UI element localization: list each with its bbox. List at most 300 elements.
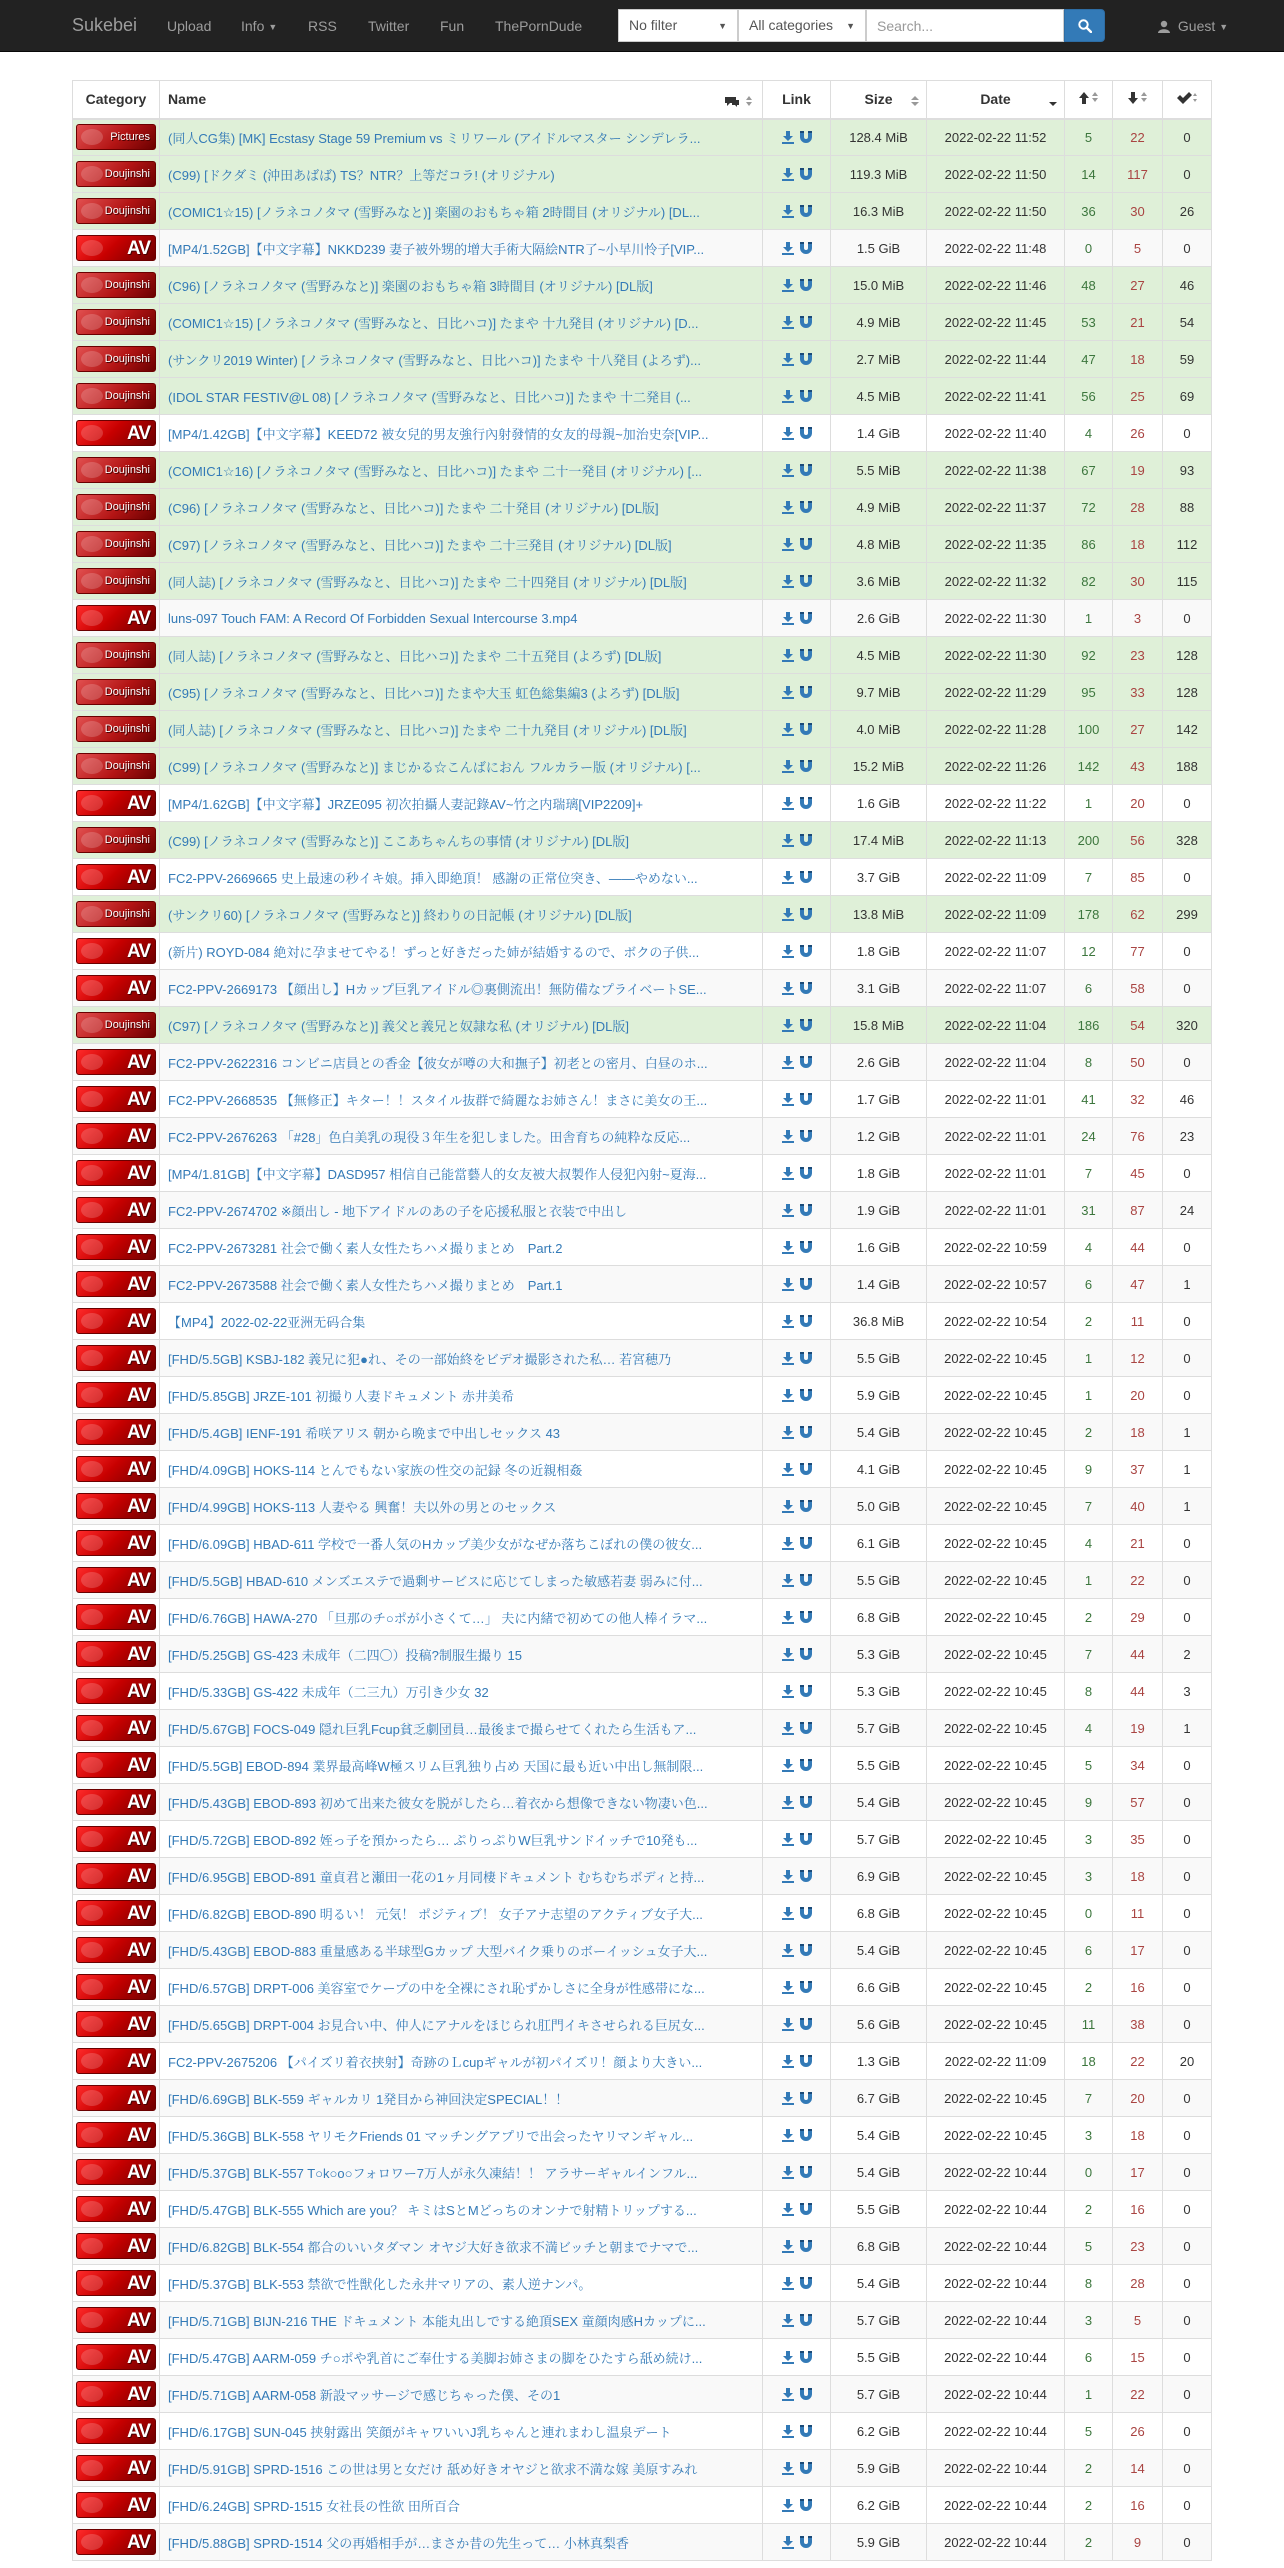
download-icon[interactable]: [781, 2536, 795, 2550]
header-seeders[interactable]: [1065, 81, 1113, 119]
torrent-name-link[interactable]: (同人誌) [ノラネコノタマ (雪野みなと、日比ハコ)] たまや 二十九発目 (オリジナル) [DL版]: [168, 722, 687, 738]
torrent-name-link[interactable]: [MP4/1.52GB]【中文字幕】NKKD239 妻子被外甥的增大手術大隔絵NTR了~小早川怜子[VIP...: [168, 241, 705, 257]
torrent-name-link[interactable]: (COMIC1☆15) [ノラネコノタマ (雪野みなと、日比ハコ)] たまや 十九発目 (オリジナル) [D...: [168, 315, 699, 331]
magnet-icon[interactable]: [799, 1796, 813, 1810]
magnet-icon[interactable]: [799, 538, 813, 552]
category-cell: [73, 2524, 160, 2561]
category-badge[interactable]: AV: [76, 2048, 156, 2074]
magnet-icon[interactable]: [799, 2277, 813, 2291]
nav-theporndude[interactable]: ThePornDude: [495, 18, 583, 34]
torrent-name-link[interactable]: [FHD/5.37GB] BLK-557 T○k○o○フォロワー7万人が永久凍結！！ アラサーギャルインフル...: [168, 2165, 698, 2181]
torrent-name-link[interactable]: [FHD/6.57GB] DRPT-006 美容室でケープの中を全裸にされ恥ずかしさに全身が性感帯にな...: [168, 1980, 705, 1996]
magnet-icon[interactable]: [799, 2092, 813, 2106]
magnet-icon[interactable]: [799, 686, 813, 700]
magnet-icon[interactable]: [799, 2166, 813, 2180]
magnet-icon[interactable]: [799, 2129, 813, 2143]
torrent-name-link[interactable]: [FHD/5.67GB] FOCS-049 隠れ巨乳Fcup貧乏劇団員…最後まで撮らせてくれたら生活もア...: [168, 1721, 697, 1737]
category-badge[interactable]: AV: [76, 1974, 156, 2000]
torrent-name-link[interactable]: (C97) [ノラネコノタマ (雪野みなと)] 義父と義兄と奴隷な私 (オリジナル) [DL版]: [168, 1018, 629, 1034]
torrent-name-link[interactable]: [MP4/1.81GB]【中文字幕】DASD957 相信自己能當藝人的女友被大叔製作人侵犯內射~夏海...: [168, 1166, 707, 1182]
torrent-name-link[interactable]: 【MP4】2022-02-22亚洲无码合集: [168, 1314, 366, 1330]
magnet-icon[interactable]: [799, 723, 813, 737]
torrent-name-link[interactable]: (C96) [ノラネコノタマ (雪野みなと、日比ハコ)] たまや 二十発目 (オリジナル) [DL版]: [168, 500, 659, 516]
download-icon[interactable]: [781, 1981, 795, 1995]
download-icon[interactable]: [781, 205, 795, 219]
magnet-icon[interactable]: [799, 501, 813, 515]
date-cell: 2022-02-22 10:57: [927, 1266, 1065, 1303]
filter-select[interactable]: [618, 9, 738, 42]
torrent-name-link[interactable]: [FHD/6.95GB] EBOD-891 童貞君と瀬田一花の1ヶ月同棲ドキュメント むちむちボディと持...: [168, 1869, 705, 1885]
category-badge[interactable]: AV: [76, 1826, 156, 1852]
magnet-icon[interactable]: [799, 1648, 813, 1662]
category-badge[interactable]: AV: [76, 1567, 156, 1593]
magnet-icon[interactable]: [799, 2536, 813, 2550]
date-cell: 2022-02-22 11:35: [927, 526, 1065, 563]
category-cell: [73, 674, 160, 711]
magnet-icon[interactable]: [799, 1537, 813, 1551]
torrent-name-link[interactable]: (C99) [ドクダミ (沖田あばば) TS？NTR？上等だコラ! (オリジナル): [168, 167, 555, 183]
link-cell: [763, 933, 831, 970]
header-name[interactable]: [160, 81, 763, 119]
table-row: [73, 526, 1212, 563]
category-badge[interactable]: AV: [76, 1345, 156, 1371]
download-icon[interactable]: [781, 1537, 795, 1551]
category-badge[interactable]: AV: [76, 1900, 156, 1926]
category-badge[interactable]: AV: [76, 2122, 156, 2148]
header-category[interactable]: Category: [73, 81, 160, 119]
torrent-name-link[interactable]: [FHD/6.82GB] BLK-554 都合のいいタダマン オヤジ大好き欲求不満ビッチと朝までナマで...: [168, 2239, 699, 2255]
torrent-name-link[interactable]: [FHD/6.24GB] SPRD-1515 女社長の性欲 田所百合: [168, 2498, 460, 2514]
category-badge[interactable]: AV: [76, 1937, 156, 1963]
download-icon[interactable]: [781, 723, 795, 737]
category-badge[interactable]: AV: [76, 1863, 156, 1889]
download-icon[interactable]: [781, 1315, 795, 1329]
magnet-icon[interactable]: [799, 945, 813, 959]
torrent-name-link[interactable]: [FHD/4.99GB] HOKS-113 人妻やる 興奮！夫以外の男とのセックス: [168, 1499, 557, 1515]
brand-logo[interactable]: Sukebei: [72, 15, 138, 35]
download-icon[interactable]: [781, 1611, 795, 1625]
category-badge[interactable]: AV: [76, 938, 156, 964]
download-icon[interactable]: [781, 1722, 795, 1736]
magnet-icon[interactable]: [799, 1278, 813, 1292]
size-cell: 5.5 GiB: [831, 2191, 927, 2228]
magnet-icon[interactable]: [799, 1315, 813, 1329]
torrent-name-link[interactable]: FC2-PPV-2669173 【顔出し】Hカップ巨乳アイドル◎裏側流出！無防備なプライベートSE...: [168, 981, 707, 997]
download-icon[interactable]: [781, 2240, 795, 2254]
download-icon[interactable]: [781, 1278, 795, 1292]
torrent-name-link[interactable]: [MP4/1.62GB]【中文字幕】JRZE095 初次拍攝人妻記錄AV~竹之内瑞璃[VIP2209]+: [168, 796, 644, 812]
download-icon[interactable]: [781, 1685, 795, 1699]
category-badge[interactable]: Doujinshi: [76, 642, 156, 668]
nav-fun[interactable]: Fun: [440, 18, 465, 34]
magnet-icon[interactable]: [799, 1870, 813, 1884]
magnet-icon[interactable]: [799, 2462, 813, 2476]
torrent-name-link[interactable]: [FHD/5.25GB] GS-423 未成年（二四〇）投稿?制服生撮り 15: [168, 1647, 522, 1663]
magnet-icon[interactable]: [799, 353, 813, 367]
torrent-name-link[interactable]: [MP4/1.42GB]【中文字幕】KEED72 被女兒的男友強行內射發情的女友的母親~加治史奈[VIP...: [168, 426, 709, 442]
magnet-icon[interactable]: [799, 797, 813, 811]
magnet-icon[interactable]: [799, 1019, 813, 1033]
magnet-icon[interactable]: [799, 1093, 813, 1107]
category-badge[interactable]: AV: [76, 1197, 156, 1223]
category-badge[interactable]: Doujinshi: [76, 346, 156, 372]
magnet-icon[interactable]: [799, 2203, 813, 2217]
torrent-name-link[interactable]: [FHD/6.69GB] BLK-559 ギャルカリ 1発目から神回決定SPECIAL！！: [168, 2091, 569, 2107]
download-icon[interactable]: [781, 1093, 795, 1107]
torrent-name-link[interactable]: FC2-PPV-2675206 【パイズリ着衣挟射】奇跡のＬcupギャルが初パイズリ！顔より大きい...: [168, 2054, 703, 2070]
download-icon[interactable]: [781, 871, 795, 885]
torrent-name-link[interactable]: [FHD/5.47GB] AARM-059 チ○ポや乳首にご奉仕する美脚お姉さまの脚をひたすら舐め続け...: [168, 2350, 703, 2366]
torrent-name-link[interactable]: (COMIC1☆16) [ノラネコノタマ (雪野みなと、日比ハコ)] たまや 二十一発目 (オリジナル) [...: [168, 463, 703, 479]
category-badge[interactable]: Doujinshi: [76, 531, 156, 557]
category-badge[interactable]: Doujinshi: [76, 679, 156, 705]
magnet-icon[interactable]: [799, 1389, 813, 1403]
magnet-icon[interactable]: [799, 242, 813, 256]
download-icon[interactable]: [781, 2314, 795, 2328]
torrent-name-link[interactable]: (C99) [ノラネコノタマ (雪野みなと)] ここあちゃんちの事情 (オリジナル) [DL版]: [168, 833, 629, 849]
category-badge[interactable]: AV: [76, 1530, 156, 1556]
torrent-name-link[interactable]: [FHD/4.09GB] HOKS-114 とんでもない家族の性交の記録 冬の近親相姦: [168, 1462, 583, 1478]
category-badge[interactable]: AV: [76, 1641, 156, 1667]
category-badge[interactable]: AV: [76, 1715, 156, 1741]
torrent-name-link[interactable]: [FHD/6.82GB] EBOD-890 明るい！ 元気！ ポジティブ！ 女子アナ志望のアクティブ女子大...: [168, 1906, 703, 1922]
search-input[interactable]: [866, 9, 1064, 42]
category-badge[interactable]: AV: [76, 2233, 156, 2259]
magnet-icon[interactable]: [799, 1722, 813, 1736]
category-badge[interactable]: Doujinshi: [76, 901, 156, 927]
download-icon[interactable]: [781, 1389, 795, 1403]
category-badge[interactable]: AV: [76, 2492, 156, 2518]
category-badge[interactable]: Doujinshi: [76, 568, 156, 594]
category-badge[interactable]: AV: [76, 2011, 156, 2037]
download-icon[interactable]: [781, 575, 795, 589]
category-select[interactable]: [738, 9, 866, 42]
header-size[interactable]: [831, 81, 927, 119]
torrent-name-link[interactable]: [FHD/5.37GB] BLK-553 禁欲で性獣化した永井マリアの、素人逆ナンパ。: [168, 2276, 592, 2292]
torrent-name-link[interactable]: [FHD/5.88GB] SPRD-1514 父の再婚相手が…まさか昔の先生って… 小林真梨香: [168, 2535, 629, 2551]
torrent-name-link[interactable]: [FHD/5.47GB] BLK-555 Which are you？ キミはSとMどっちのオンナで射精トリップする...: [168, 2202, 697, 2218]
torrent-name-link[interactable]: (同人誌) [ノラネコノタマ (雪野みなと、日比ハコ)] たまや 二十四発目 (オリジナル) [DL版]: [168, 574, 687, 590]
category-badge[interactable]: Doujinshi: [76, 457, 156, 483]
download-icon[interactable]: [781, 2092, 795, 2106]
category-badge[interactable]: Doujinshi: [76, 272, 156, 298]
category-badge[interactable]: AV: [76, 1456, 156, 1482]
category-badge[interactable]: AV: [76, 1049, 156, 1075]
category-badge[interactable]: AV: [76, 2307, 156, 2333]
torrent-name-link[interactable]: [FHD/6.09GB] HBAD-611 学校で一番人気のHカップ美少女がなぜか落ちこぼれの僕の彼女...: [168, 1536, 703, 1552]
search-button[interactable]: [1064, 9, 1105, 42]
category-badge[interactable]: AV: [76, 1789, 156, 1815]
torrent-name-link[interactable]: [FHD/5.71GB] AARM-058 新設マッサージで感じちゃった僕、その1: [168, 2387, 561, 2403]
category-badge[interactable]: AV: [76, 1234, 156, 1260]
download-icon[interactable]: [781, 168, 795, 182]
download-icon[interactable]: [781, 1019, 795, 1033]
magnet-icon[interactable]: [799, 1241, 813, 1255]
download-icon[interactable]: [781, 834, 795, 848]
torrent-name-link[interactable]: (サンクリ2019 Winter) [ノラネコノタマ (雪野みなと、日比ハコ)] たまや 十八発目 (よろず)...: [168, 352, 701, 368]
torrent-name-link[interactable]: [FHD/5.65GB] DRPT-004 お見合い中、仲人にアナルをほじられ肛門イキさせられる巨尻女...: [168, 2017, 705, 2033]
magnet-icon[interactable]: [799, 1981, 813, 1995]
download-icon[interactable]: [781, 1056, 795, 1070]
download-icon[interactable]: [781, 2462, 795, 2476]
table-row: [73, 1747, 1212, 1784]
download-icon[interactable]: [781, 2351, 795, 2365]
category-badge[interactable]: AV: [76, 1382, 156, 1408]
download-icon[interactable]: [781, 1796, 795, 1810]
download-icon[interactable]: [781, 501, 795, 515]
download-icon[interactable]: [781, 2129, 795, 2143]
magnet-icon[interactable]: [799, 1167, 813, 1181]
torrent-name-link[interactable]: (C99) [ノラネコノタマ (雪野みなと)] まじかる☆こんばにおん フルカラー版 (オリジナル) [...: [168, 759, 701, 775]
download-icon[interactable]: [781, 1907, 795, 1921]
torrent-name-link[interactable]: [FHD/6.76GB] HAWA-270 「旦那のチ○ポが小さくて…」 夫に内緒で初めての他人棒イラマ...: [168, 1610, 708, 1626]
magnet-icon[interactable]: [799, 1759, 813, 1773]
download-icon[interactable]: [781, 1870, 795, 1884]
torrent-name-link[interactable]: [FHD/5.5GB] HBAD-610 メンズエステで過剰サービスに応じてしまった敏感若妻 弱みに付...: [168, 1573, 703, 1589]
download-icon[interactable]: [781, 2425, 795, 2439]
nav-rss[interactable]: RSS: [308, 18, 337, 34]
category-badge[interactable]: Doujinshi: [76, 753, 156, 779]
magnet-icon[interactable]: [799, 390, 813, 404]
category-badge[interactable]: AV: [76, 2159, 156, 2185]
download-icon[interactable]: [781, 427, 795, 441]
category-badge[interactable]: AV: [76, 235, 156, 261]
category-badge[interactable]: AV: [76, 2381, 156, 2407]
magnet-icon[interactable]: [799, 2055, 813, 2069]
magnet-icon[interactable]: [799, 834, 813, 848]
category-badge[interactable]: Pictures: [76, 124, 156, 150]
category-badge[interactable]: AV: [76, 1752, 156, 1778]
torrent-name-link[interactable]: (新片) ROYD-084 絶対に孕ませてやる！ずっと好きだった姉が結婚するので、ボクの子供...: [168, 944, 700, 960]
magnet-icon[interactable]: [799, 131, 813, 145]
link-cell: [763, 1784, 831, 1821]
torrent-name-link[interactable]: FC2-PPV-2669665 史上最速の秒イキ娘。挿入即絶頂！ 感謝の正常位突き、——やめない...: [168, 870, 698, 886]
download-icon[interactable]: [781, 2499, 795, 2513]
torrent-name-link[interactable]: (同人誌) [ノラネコノタマ (雪野みなと、日比ハコ)] たまや 二十五発目 (よろず) [DL版]: [168, 648, 662, 664]
nav-upload[interactable]: Upload: [167, 18, 212, 34]
magnet-icon[interactable]: [799, 612, 813, 626]
header-leechers[interactable]: [1113, 81, 1163, 119]
magnet-icon[interactable]: [799, 1944, 813, 1958]
category-badge[interactable]: AV: [76, 420, 156, 446]
download-icon[interactable]: [781, 2277, 795, 2291]
download-icon[interactable]: [781, 945, 795, 959]
magnet-icon[interactable]: [799, 279, 813, 293]
magnet-icon[interactable]: [799, 1500, 813, 1514]
magnet-icon[interactable]: [799, 1685, 813, 1699]
download-icon[interactable]: [781, 1500, 795, 1514]
completed-cell: 0: [1163, 933, 1212, 970]
download-icon[interactable]: [781, 464, 795, 478]
torrent-name-link[interactable]: (C96) [ノラネコノタマ (雪野みなと)] 楽園のおもちゃ箱 3時間目 (オリジナル) [DL版]: [168, 278, 653, 294]
download-icon[interactable]: [781, 1833, 795, 1847]
name-cell: [160, 1192, 763, 1229]
download-icon[interactable]: [781, 316, 795, 330]
size-cell: 5.7 GiB: [831, 2376, 927, 2413]
category-badge[interactable]: AV: [76, 1086, 156, 1112]
magnet-icon[interactable]: [799, 2018, 813, 2032]
leechers-cell: 45: [1113, 1155, 1163, 1192]
torrent-name-link[interactable]: [FHD/5.36GB] BLK-558 ヤリモクFriends 01 マッチングアプリで出会ったヤリマンギャル...: [168, 2128, 694, 2144]
magnet-icon[interactable]: [799, 316, 813, 330]
name-cell: [160, 119, 763, 156]
magnet-icon[interactable]: [799, 575, 813, 589]
download-icon[interactable]: [781, 1241, 795, 1255]
magnet-icon[interactable]: [799, 1574, 813, 1588]
download-icon[interactable]: [781, 279, 795, 293]
category-badge[interactable]: Doujinshi: [76, 1012, 156, 1038]
torrent-name-link[interactable]: (同人CG集) [MK] Ecstasy Stage 59 Premium vs ミリワール (アイドルマスター シンデレラ...: [168, 130, 701, 146]
download-icon[interactable]: [781, 2018, 795, 2032]
magnet-icon[interactable]: [799, 2240, 813, 2254]
table-row: [73, 1821, 1212, 1858]
torrent-name-link[interactable]: [FHD/5.43GB] EBOD-883 重量感ある半球型Gカップ 大型バイク乗りのボーイッシュ女子大...: [168, 1943, 708, 1959]
torrent-name-link[interactable]: [FHD/5.4GB] IENF-191 希咲アリス 朝から晩まで中出しセックス 43: [168, 1425, 561, 1441]
torrent-name-link[interactable]: [FHD/5.43GB] EBOD-893 初めて出来た彼女を脱がしたら…着衣から想像できない物凄い色...: [168, 1795, 708, 1811]
torrent-name-link[interactable]: FC2-PPV-2673588 社会で働く素人女性たちハメ撮りまとめ Part.1: [168, 1277, 563, 1293]
download-icon[interactable]: [781, 908, 795, 922]
magnet-icon[interactable]: [799, 1130, 813, 1144]
magnet-icon[interactable]: [799, 1463, 813, 1477]
category-badge[interactable]: Doujinshi: [76, 198, 156, 224]
download-icon[interactable]: [781, 686, 795, 700]
download-icon[interactable]: [781, 1574, 795, 1588]
torrent-name-link[interactable]: (サンクリ60) [ノラネコノタマ (雪野みなと)] 終わりの日記帳 (オリジナル) [DL版]: [168, 907, 632, 923]
magnet-icon[interactable]: [799, 2388, 813, 2402]
torrent-name-link[interactable]: (C95) [ノラネコノタマ (雪野みなと、日比ハコ)] たまや大玉 虹色総集編3 (よろず) [DL版]: [168, 685, 680, 701]
magnet-icon[interactable]: [799, 2499, 813, 2513]
nav-info[interactable]: [241, 18, 277, 34]
category-badge[interactable]: AV: [76, 1419, 156, 1445]
download-icon[interactable]: [781, 2388, 795, 2402]
download-icon[interactable]: [781, 649, 795, 663]
category-badge[interactable]: AV: [76, 1678, 156, 1704]
category-badge[interactable]: AV: [76, 790, 156, 816]
category-badge[interactable]: AV: [76, 1160, 156, 1186]
magnet-icon[interactable]: [799, 649, 813, 663]
torrent-name-link[interactable]: [FHD/5.72GB] EBOD-892 姪っ子を預かったら… ぷりっぷりW巨乳サンドイッチで10発も...: [168, 1832, 698, 1848]
magnet-icon[interactable]: [799, 2314, 813, 2328]
category-badge[interactable]: Doujinshi: [76, 827, 156, 853]
download-icon[interactable]: [781, 390, 795, 404]
magnet-icon[interactable]: [799, 205, 813, 219]
download-icon[interactable]: [781, 1944, 795, 1958]
download-icon[interactable]: [781, 1167, 795, 1181]
magnet-icon[interactable]: [799, 464, 813, 478]
magnet-icon[interactable]: [799, 1611, 813, 1625]
magnet-icon[interactable]: [799, 1352, 813, 1366]
category-badge[interactable]: Doujinshi: [76, 309, 156, 335]
header-completed[interactable]: [1163, 81, 1212, 119]
header-date[interactable]: [927, 81, 1065, 119]
download-icon[interactable]: [781, 797, 795, 811]
torrent-name-link[interactable]: [FHD/5.85GB] JRZE-101 初撮り人妻ドキュメント 赤井美希: [168, 1388, 514, 1404]
download-icon[interactable]: [781, 538, 795, 552]
category-badge[interactable]: AV: [76, 605, 156, 631]
category-badge[interactable]: AV: [76, 2085, 156, 2111]
magnet-icon[interactable]: [799, 908, 813, 922]
magnet-icon[interactable]: [799, 1833, 813, 1847]
download-icon[interactable]: [781, 1352, 795, 1366]
date-cell: 2022-02-22 11:41: [927, 378, 1065, 415]
user-menu[interactable]: [1158, 18, 1228, 34]
category-badge[interactable]: AV: [76, 1271, 156, 1297]
torrent-name-link[interactable]: FC2-PPV-2676263 「#28」色白美乳の現役３年生を犯しました。田舎育ちの純粋な反応...: [168, 1129, 691, 1145]
category-badge[interactable]: Doujinshi: [76, 716, 156, 742]
category-badge[interactable]: AV: [76, 2529, 156, 2555]
magnet-icon[interactable]: [799, 427, 813, 441]
torrent-name-link[interactable]: [FHD/5.5GB] KSBJ-182 義兄に犯●れ、その一部始終をビデオ撮影された私… 若宮穂乃: [168, 1351, 672, 1367]
date-cell: 2022-02-22 10:45: [927, 1377, 1065, 1414]
category-badge[interactable]: Doujinshi: [76, 161, 156, 187]
magnet-icon[interactable]: [799, 871, 813, 885]
torrent-name-link[interactable]: FC2-PPV-2622316 コンビニ店員との香金【彼女が噂の大和撫子】初老との密月、白昼のホ...: [168, 1055, 708, 1071]
category-badge[interactable]: AV: [76, 2344, 156, 2370]
download-icon[interactable]: [781, 242, 795, 256]
download-icon[interactable]: [781, 2203, 795, 2217]
category-badge[interactable]: AV: [76, 1604, 156, 1630]
category-badge[interactable]: Doujinshi: [76, 494, 156, 520]
download-icon[interactable]: [781, 353, 795, 367]
download-icon[interactable]: [781, 982, 795, 996]
torrent-name-link[interactable]: (COMIC1☆15) [ノラネコノタマ (雪野みなと)] 楽園のおもちゃ箱 2時間目 (オリジナル) [DL...: [168, 204, 700, 220]
download-icon[interactable]: [781, 1426, 795, 1440]
category-badge[interactable]: AV: [76, 864, 156, 890]
category-badge[interactable]: Doujinshi: [76, 383, 156, 409]
category-badge[interactable]: AV: [76, 1493, 156, 1519]
category-badge[interactable]: AV: [76, 2455, 156, 2481]
torrent-name-link[interactable]: FC2-PPV-2673281 社会で働く素人女性たちハメ撮りまとめ Part.2: [168, 1240, 563, 1256]
torrent-name-link[interactable]: [FHD/5.91GB] SPRD-1516 この世は男と女だけ 舐め好きオヤジと欲求不満な嫁 美原すみれ: [168, 2461, 698, 2477]
torrent-name-link[interactable]: [FHD/5.71GB] BIJN-216 THE ドキュメント 本能丸出しでする絶頂SEX 童顔肉感Hカップに...: [168, 2313, 706, 2329]
torrent-name-link[interactable]: [FHD/5.5GB] EBOD-894 業界最高峰W極スリム巨乳独り占め 天国に最も近い中出し無制限...: [168, 1758, 704, 1774]
magnet-icon[interactable]: [799, 982, 813, 996]
torrent-name-link[interactable]: [FHD/5.33GB] GS-422 未成年（二三九）万引き少女 32: [168, 1684, 489, 1700]
torrent-name-link[interactable]: luns-097 Touch FAM: A Record Of Forbidden Sexual Intercourse 3.mp4: [168, 610, 578, 626]
category-badge[interactable]: AV: [76, 1123, 156, 1149]
category-badge[interactable]: AV: [76, 2196, 156, 2222]
torrent-name-link[interactable]: [FHD/6.17GB] SUN-045 挟射露出 笑顔がキャワいいJ乳ちゃんと連れまわし温泉デート: [168, 2424, 672, 2440]
download-icon[interactable]: [781, 760, 795, 774]
download-icon[interactable]: [781, 612, 795, 626]
magnet-icon[interactable]: [799, 168, 813, 182]
nav-twitter[interactable]: Twitter: [368, 18, 410, 34]
download-icon[interactable]: [781, 1204, 795, 1218]
category-badge[interactable]: AV: [76, 975, 156, 1001]
magnet-icon[interactable]: [799, 1426, 813, 1440]
torrent-name-link[interactable]: (IDOL STAR FESTIV@L 08) [ノラネコノタマ (雪野みなと、日比ハコ)] たまや 十二発目 (...: [168, 389, 691, 405]
category-badge[interactable]: AV: [76, 2418, 156, 2444]
category-badge[interactable]: AV: [76, 2270, 156, 2296]
category-badge[interactable]: AV: [76, 1308, 156, 1334]
torrent-name-link[interactable]: FC2-PPV-2674702 ※顔出し - 地下アイドルのあの子を応援私服と衣装で中出し: [168, 1203, 628, 1219]
download-icon[interactable]: [781, 1648, 795, 1662]
magnet-icon[interactable]: [799, 760, 813, 774]
download-icon[interactable]: [781, 1130, 795, 1144]
download-icon[interactable]: [781, 131, 795, 145]
download-icon[interactable]: [781, 1463, 795, 1477]
download-icon[interactable]: [781, 2055, 795, 2069]
download-icon[interactable]: [781, 1759, 795, 1773]
magnet-icon[interactable]: [799, 1907, 813, 1921]
torrent-name-link[interactable]: FC2-PPV-2668535 【無修正】キター！！スタイル抜群で綺麗なお姉さん！まさに美女の王...: [168, 1092, 708, 1108]
magnet-icon[interactable]: [799, 2425, 813, 2439]
download-icon[interactable]: [781, 2166, 795, 2180]
magnet-icon[interactable]: [799, 2351, 813, 2365]
magnet-icon[interactable]: [799, 1204, 813, 1218]
magnet-icon[interactable]: [799, 1056, 813, 1070]
torrent-name-link[interactable]: (C97) [ノラネコノタマ (雪野みなと、日比ハコ)] たまや 二十三発目 (オリジナル) [DL版]: [168, 537, 672, 553]
